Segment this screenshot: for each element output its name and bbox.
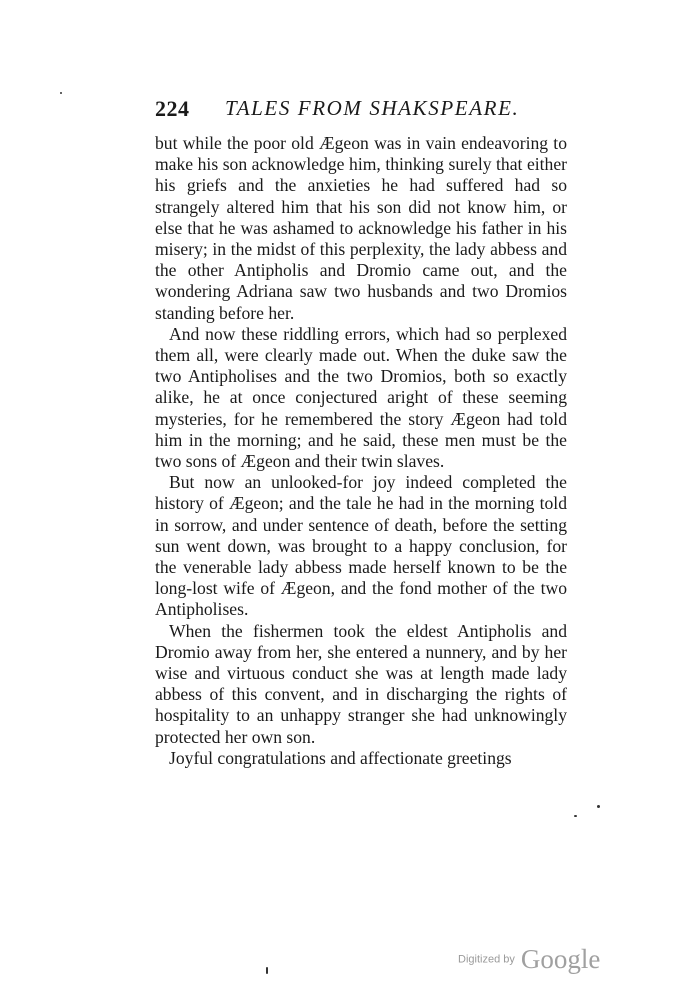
paragraph-continued: but while the poor old Ægeon was in vain endeavoring to make his son acknowledge him, thinking surely that either his griefs and the anxieties he had suffered had so strangely altered him that his son did not know him, or else that he was ashamed to acknowledge his father in his misery; in the midst of this perplexity, the lady abbess and the other Antipholis and Dromio came out, and the wondering Adriana saw two husbands and two Dromios standing before her. xyxy=(155,133,567,323)
paragraph: And now these riddling errors, which had so perplexed them all, were clearly made out. When the duke saw the two Antipholises and the two Dromios, both so exactly alike, he at once conjectured aright of these seeming mysteries, for he remembered the story Ægeon had told him in the morning; and he said, these men must be the two sons of Ægeon and their twin slaves. xyxy=(155,323,567,472)
scan-speck xyxy=(574,815,577,817)
google-logo: Google xyxy=(520,944,601,974)
scan-speck xyxy=(597,805,600,808)
body-text xyxy=(155,133,567,769)
scan-speck xyxy=(60,92,62,94)
page-header xyxy=(155,96,575,126)
paragraph: When the fishermen took the eldest Antipholis and Dromio away from her, she entered a nunnery, and by her wise and virtuous conduct she was at length made lady abbess of this convent, and in discharging the rights of hospitality to an unhappy stranger she had unknowingly protected her own son. xyxy=(155,620,567,747)
watermark-prefix: Digitized by xyxy=(458,953,515,966)
digitized-by-watermark xyxy=(458,944,600,975)
paragraph-last: Joyful congratulations and affectionate greetings xyxy=(169,747,512,768)
paragraph: But now an unlooked-for joy indeed completed the history of Ægeon; and the tale he had in the morning told in sorrow, and under sentence of death, before the setting sun went down, was brought to a happy conclusion, for the venerable lady abbess made herself known to be the long-lost wife of Ægeon, and the fond mother of the two Antipholises. xyxy=(155,472,567,620)
page-number: 224 xyxy=(155,96,190,121)
running-title: TALES FROM SHAKSPEARE. xyxy=(225,96,520,120)
scan-speck xyxy=(266,967,268,974)
